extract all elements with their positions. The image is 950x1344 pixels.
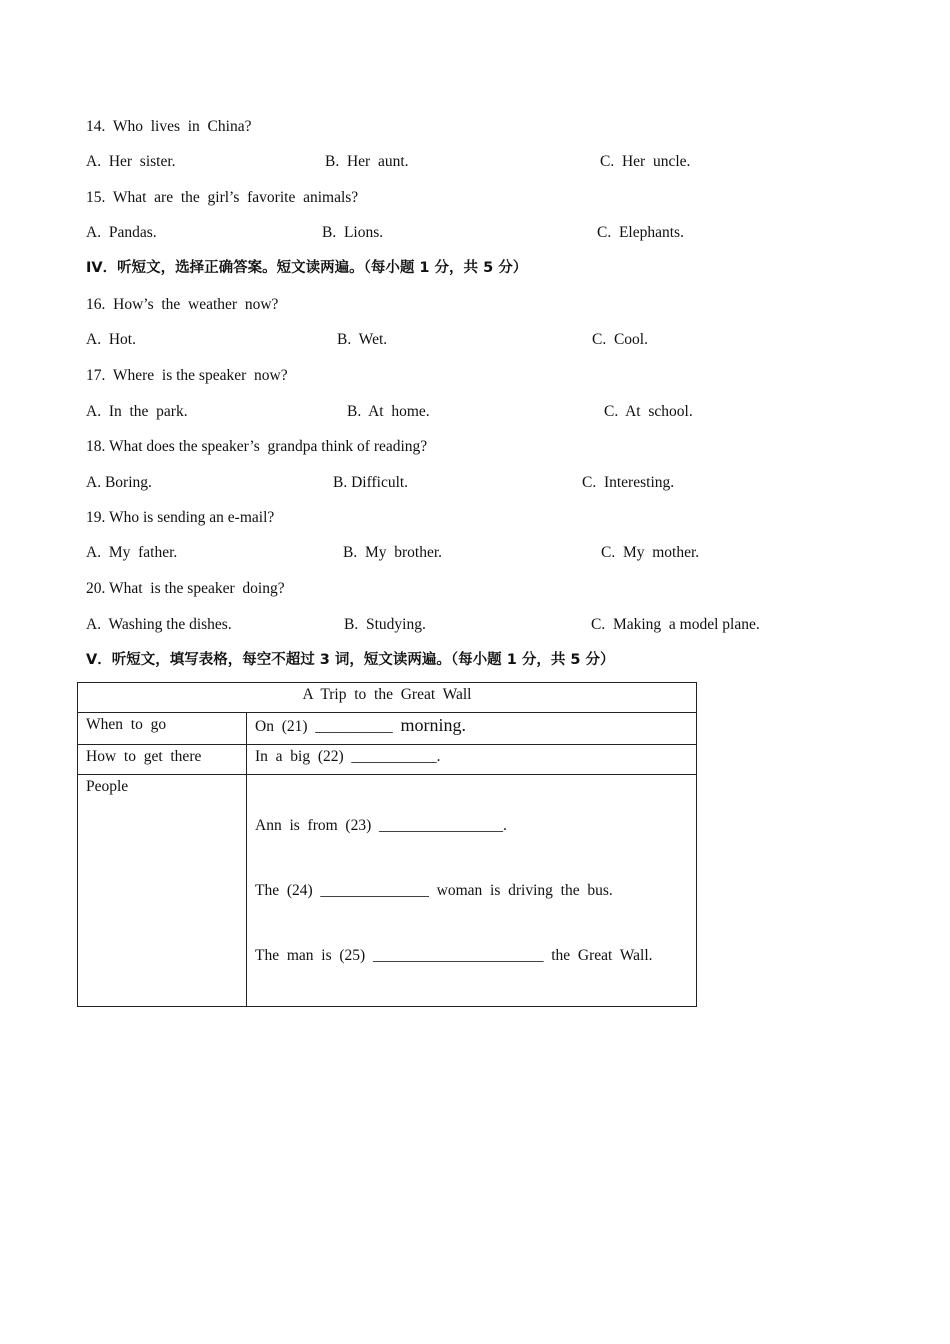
table-row: [78, 775, 697, 1007]
question-15-option-a: A. Pandas.: [86, 224, 157, 241]
how-label: How to get there: [78, 745, 247, 775]
question-17-option-b: B. At home.: [347, 403, 430, 420]
when-value: [247, 713, 697, 745]
question-15-stem: 15. What are the girl’s favorite animals?: [86, 189, 359, 206]
table-row: [78, 713, 697, 745]
question-19-option-b: B. My brother.: [343, 544, 443, 561]
question-17-option-c: C. At school.: [604, 403, 693, 420]
question-16-stem: 16. How’s the weather now?: [86, 296, 279, 313]
table-title: A Trip to the Great Wall: [78, 683, 697, 713]
trip-table: [77, 682, 697, 1007]
question-17-stem: 17. Where is the speaker now?: [86, 367, 288, 384]
section-5-heading: V．听短文，填写表格，每空不超过 3 词，短文读两遍。（每小题 1 分，共 5 分）: [86, 652, 615, 668]
question-17-option-a: A. In the park.: [86, 403, 188, 420]
question-14-option-a: A. Her sister.: [86, 153, 176, 170]
when-label: When to go: [78, 713, 247, 745]
people-line-24: The (24) ______________ woman is driving the bus.: [255, 882, 613, 899]
how-value: In a big (22) ___________.: [247, 745, 697, 775]
question-20-option-a: A. Washing the dishes.: [86, 616, 232, 633]
people-line-23: Ann is from (23) ________________.: [255, 817, 507, 834]
section-4-heading: IV．听短文，选择正确答案。短文读两遍。（每小题 1 分，共 5 分）: [86, 260, 528, 276]
question-15-option-b: B. Lions.: [322, 224, 384, 241]
people-value: [247, 775, 697, 1007]
question-16-option-c: C. Cool.: [592, 331, 648, 348]
question-16-option-b: B. Wet.: [337, 331, 388, 348]
question-18-option-b: B. Difficult.: [333, 474, 409, 491]
question-14-option-c: C. Her uncle.: [600, 153, 691, 170]
people-line-25: The man is (25) ______________________ the Great Wall.: [255, 947, 653, 964]
question-14-stem: 14. Who lives in China?: [86, 118, 252, 135]
question-19-stem: 19. Who is sending an e-mail?: [86, 509, 275, 526]
table-row: [78, 745, 697, 775]
question-20-option-b: B. Studying.: [344, 616, 426, 633]
question-18-option-a: A. Boring.: [86, 474, 152, 491]
question-14-option-b: B. Her aunt.: [325, 153, 409, 170]
question-15-option-c: C. Elephants.: [597, 224, 684, 241]
blank-21-text: On (21) __________: [255, 718, 401, 735]
question-20-option-c: C. Making a model plane.: [591, 616, 760, 633]
question-19-option-a: A. My father.: [86, 544, 178, 561]
question-20-stem: 20. What is the speaker doing?: [86, 580, 285, 597]
question-19-option-c: C. My mother.: [601, 544, 700, 561]
question-16-option-a: A. Hot.: [86, 331, 136, 348]
morning-text: morning.: [400, 715, 467, 735]
question-18-stem: 18. What does the speaker’s grandpa think of reading?: [86, 438, 428, 455]
question-18-option-c: C. Interesting.: [582, 474, 675, 491]
people-label: People: [78, 775, 247, 1007]
